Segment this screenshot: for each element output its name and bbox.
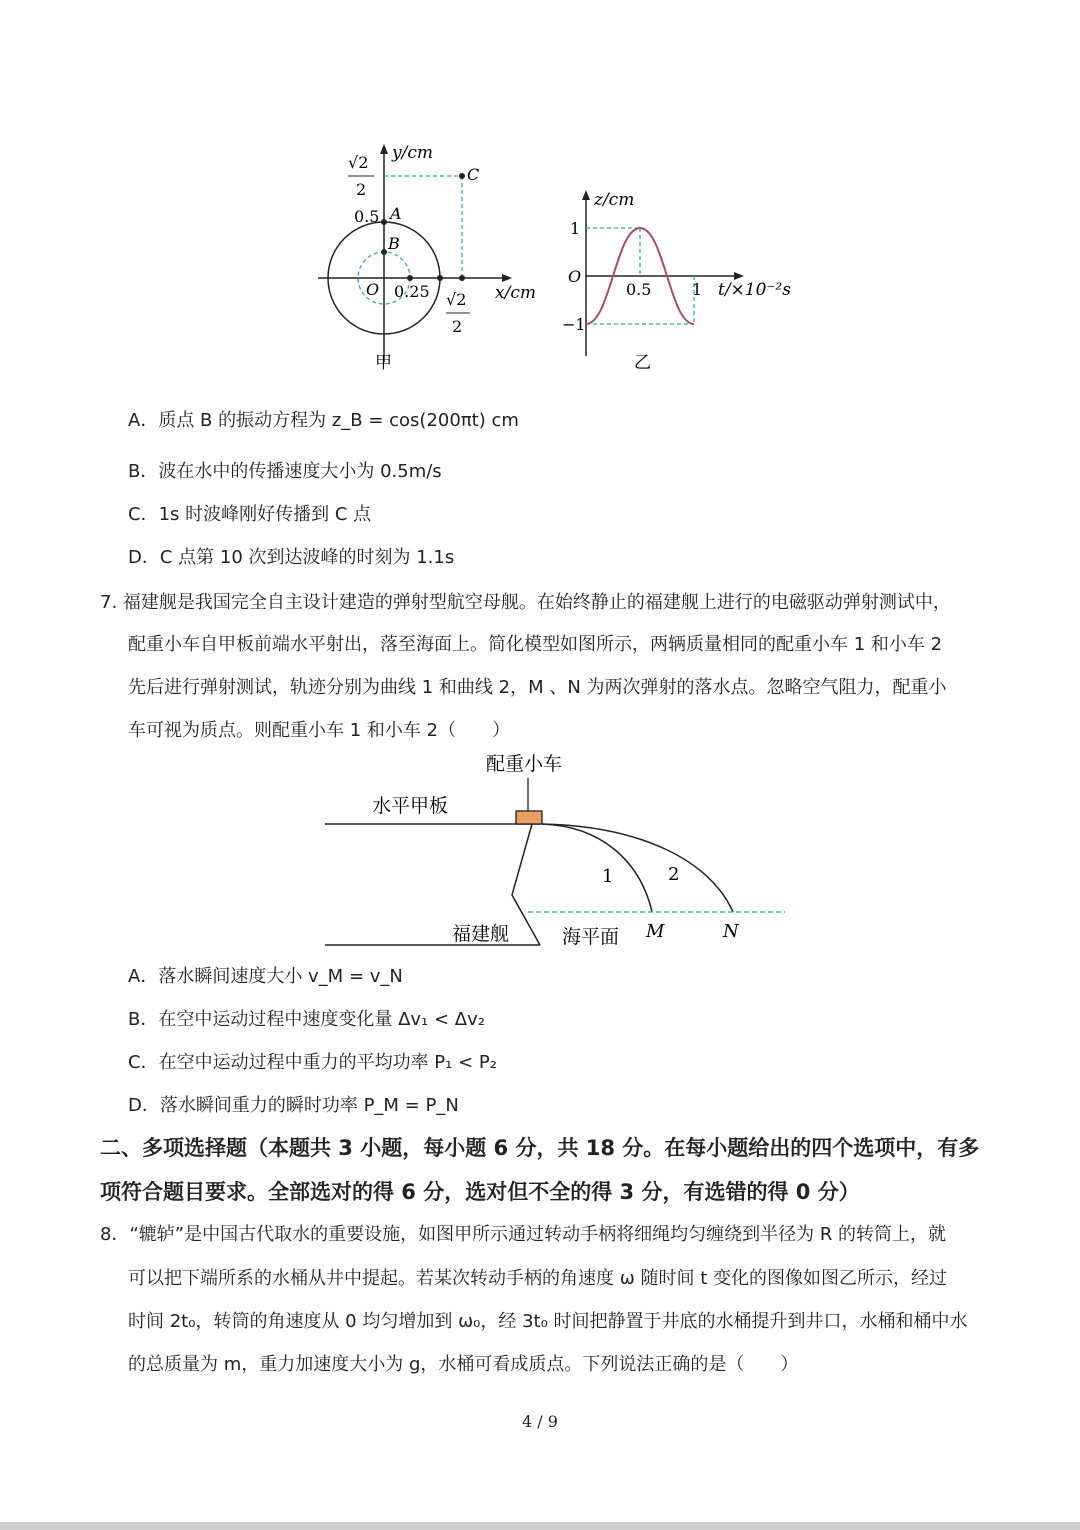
t-one-label: 1: [692, 280, 703, 299]
deck-label: 水平甲板: [372, 795, 449, 817]
point-n-label: N: [723, 921, 739, 942]
t-axis-label: t/×10⁻²s: [718, 280, 791, 300]
q8-line-4: 的总质量为 m，重力加速度大小为 g，水桶可看成质点。下列说法正确的是（ ）: [128, 1354, 799, 1375]
section2-heading-line1: 二、多项选择题（本题共 3 小题，每小题 6 分，共 18 分。在每小题给出的四个选项中，有多: [100, 1136, 980, 1160]
z-one-label: 1: [570, 219, 581, 238]
q7-line-2: 配重小车自甲板前端水平射出，落至海面上。简化模型如图所示，两辆质量相同的配重小车 1 和小车 2: [128, 634, 943, 655]
q7-figure: [320, 745, 790, 955]
x-axis-arrow: [502, 274, 512, 282]
point-b-dot: [381, 249, 387, 255]
origin-label: O: [366, 280, 380, 299]
ship-label: 福建舰: [452, 923, 510, 945]
t-axis-arrow: [734, 272, 744, 280]
curve-1-label: 1: [602, 866, 614, 887]
y-axis-label: y/cm: [392, 143, 433, 163]
y-sqrt2-num: √2: [348, 153, 369, 172]
q7-line-4: 车可视为质点。则配重小车 1 和小车 2（ ）: [128, 720, 511, 741]
q7-option-d: D．落水瞬间重力的瞬时功率 P_M = P_N: [128, 1095, 459, 1116]
q8-line-2: 可以把下端所系的水桶从井中提起。若某次转动手柄的角速度 ω 随时间 t 变化的图像如图乙所示，经过: [128, 1268, 948, 1289]
label-b: B: [388, 234, 400, 253]
caption-yi: 乙: [634, 353, 651, 373]
q6-option-c: C．1s 时波峰刚好传播到 C 点: [128, 504, 372, 525]
q7-line-1: 7. 福建舰是我国完全自主设计建造的弹射型航空母舰。在始终静止的福建舰上进行的电磁驱动弹射测试中，: [100, 592, 951, 613]
t-half-label: 0.5: [626, 280, 652, 299]
cart-block: [516, 811, 542, 824]
q7-option-b: B．在空中运动过程中速度变化量 Δv₁ < Δv₂: [128, 1009, 485, 1030]
point-c-dot: [459, 173, 465, 179]
sea-label: 海平面: [562, 926, 620, 948]
point-m-label: M: [646, 921, 665, 942]
label-a: A: [390, 204, 402, 223]
q6-option-b: B．波在水中的传播速度大小为 0.5m/s: [128, 461, 442, 482]
trajectory-2: [542, 824, 733, 912]
q6-option-a: A．质点 B 的振动方程为 z_B = cos(200πt) cm: [128, 410, 519, 431]
y-axis-arrow: [380, 144, 388, 154]
q7-option-a: A．落水瞬间速度大小 v_M = v_N: [128, 966, 403, 987]
point-a-dot: [381, 219, 387, 225]
x-axis-label: x/cm: [495, 283, 536, 303]
curve-2-label: 2: [668, 864, 680, 885]
x-quarter-label: 0.25: [394, 282, 430, 301]
label-c: C: [467, 165, 480, 184]
point-outer-dot: [437, 275, 443, 281]
x-frac-den: 2: [452, 317, 463, 336]
ship-hull: [512, 824, 540, 945]
point-quarter-dot: [407, 275, 413, 281]
point-sqrt-dot: [459, 275, 465, 281]
y-frac-den: 2: [356, 180, 367, 199]
z-axis-arrow: [582, 190, 590, 200]
bottom-bar: [0, 1522, 1080, 1530]
z-axis-label: z/cm: [594, 190, 635, 210]
q7-line-3: 先后进行弹射测试，轨迹分别为曲线 1 和曲线 2，M 、N 为两次弹射的落水点。忽略空气阻力，配重小: [128, 677, 947, 698]
figure-jia: [310, 135, 550, 375]
q8-line-3: 时间 2t₀，转筒的角速度从 0 均匀增加到 ω₀，经 3t₀ 时间把静置于井底的水桶提升到井口，水桶和桶中水: [128, 1311, 968, 1332]
z-neg-one-label: −1: [562, 315, 586, 334]
q7-option-c: C．在空中运动过程中重力的平均功率 P₁ < P₂: [128, 1052, 497, 1073]
page-number: 4 / 9: [522, 1412, 558, 1431]
origin-label-yi: O: [568, 267, 582, 286]
q6-option-d: D．C 点第 10 次到达波峰的时刻为 1.1s: [128, 547, 455, 568]
y-half-label: 0.5: [354, 207, 380, 226]
q8-line-1: 8．“辘轳”是中国古代取水的重要设施，如图甲所示通过转动手柄将细绳均匀缠绕到半径为 R 的转筒上，就: [100, 1224, 947, 1245]
section2-heading-line2: 项符合题目要求。全部选对的得 6 分，选对但不全的得 3 分，有选错的得 0 分）: [100, 1180, 860, 1204]
cart-label: 配重小车: [486, 753, 563, 775]
caption-jia: 甲: [375, 353, 392, 373]
figure-yi: [555, 180, 800, 375]
x-sqrt2-num: √2: [446, 290, 467, 309]
